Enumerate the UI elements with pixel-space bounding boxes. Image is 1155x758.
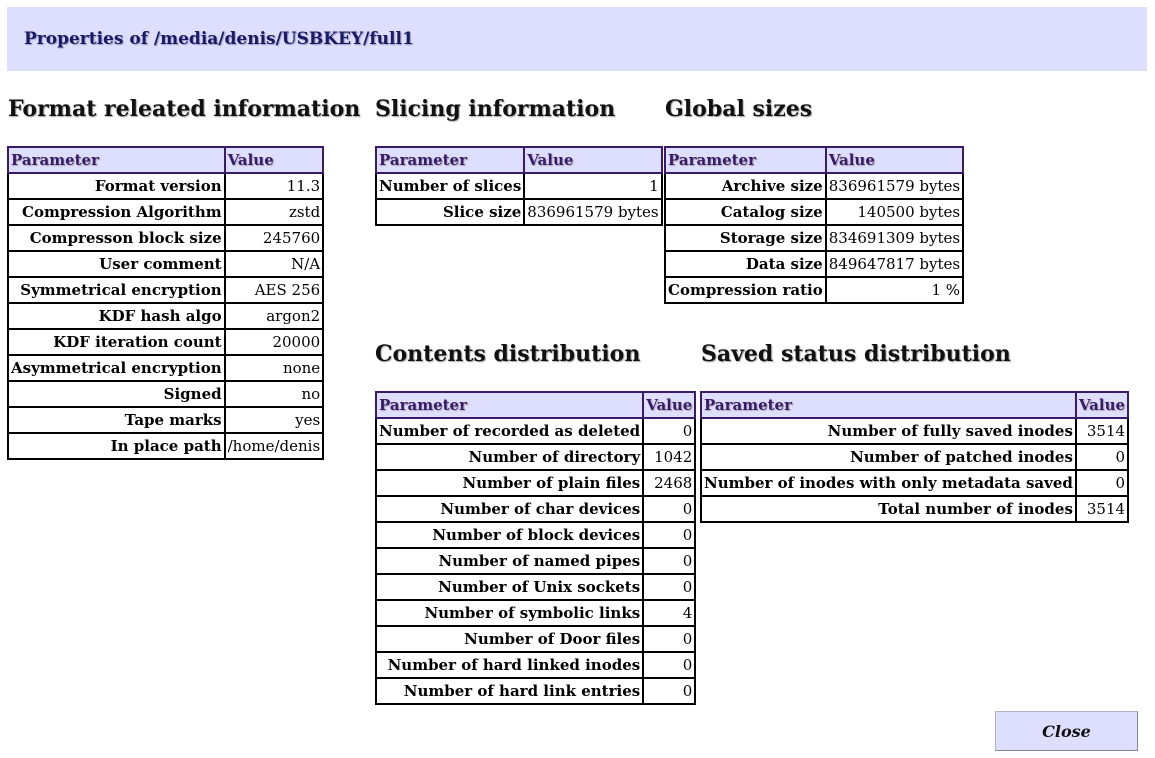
contents-table [375,391,696,705]
parameter-cell: Number of plain files [376,470,643,496]
table-row [376,548,695,574]
value-cell: 836961579 bytes [524,199,661,225]
table-row [376,522,695,548]
close-button[interactable]: Close [995,711,1138,751]
table-row [376,173,662,199]
table-row [701,444,1128,470]
parameter-cell: Number of inodes with only metadata saved [701,470,1076,496]
value-cell: 834691309 bytes [826,225,963,251]
contents-heading: Contents distribution [375,341,641,367]
parameter-cell: Number of recorded as deleted [376,418,643,444]
parameter-cell: Number of block devices [376,522,643,548]
format-section [8,95,360,123]
value-cell: none [225,355,324,381]
value-cell: 0 [643,626,695,652]
table-row [376,626,695,652]
parameter-cell: Archive size [665,173,826,199]
parameter-cell: Storage size [665,225,826,251]
slicing-table [375,146,663,226]
value-header: Value [1076,392,1128,418]
table-row [665,225,963,251]
parameter-header: Parameter [665,147,826,173]
table-row [8,199,323,225]
table-row [376,199,662,225]
table-row [376,652,695,678]
global-table [664,146,964,304]
parameter-cell: Number of Unix sockets [376,574,643,600]
value-cell: 0 [1076,444,1128,470]
table-row [8,329,323,355]
value-cell: 0 [643,652,695,678]
value-cell: 1042 [643,444,695,470]
parameter-cell: Symmetrical encryption [8,277,225,303]
parameter-cell: Number of slices [376,173,524,199]
value-cell: 849647817 bytes [826,251,963,277]
parameter-header: Parameter [701,392,1076,418]
value-cell: 0 [643,522,695,548]
parameter-cell: Number of Door files [376,626,643,652]
table-row [701,470,1128,496]
value-cell: 2468 [643,470,695,496]
parameter-cell: Catalog size [665,199,826,225]
value-cell: yes [225,407,324,433]
parameter-cell: Number of hard linked inodes [376,652,643,678]
parameter-cell: Signed [8,381,225,407]
value-cell: 0 [643,496,695,522]
parameter-cell: User comment [8,251,225,277]
saved-section [701,340,1011,368]
table-row [8,173,323,199]
parameter-cell: Number of patched inodes [701,444,1076,470]
parameter-cell: Slice size [376,199,524,225]
parameter-cell: Asymmetrical encryption [8,355,225,381]
value-cell: AES 256 [225,277,324,303]
table-row [665,199,963,225]
parameter-cell: Number of directory [376,444,643,470]
format-table [7,146,324,460]
parameter-cell: KDF hash algo [8,303,225,329]
value-cell: 0 [643,574,695,600]
table-row [376,470,695,496]
table-row [376,600,695,626]
parameter-cell: Number of char devices [376,496,643,522]
table-row [701,496,1128,522]
window-title: Properties of /media/denis/USBKEY/full1 [24,29,414,49]
value-header: Value [643,392,695,418]
value-cell: N/A [225,251,324,277]
value-cell: 11.3 [225,173,324,199]
table-row [665,251,963,277]
parameter-cell: Data size [665,251,826,277]
title-bar [7,7,1147,71]
parameter-cell: Number of fully saved inodes [701,418,1076,444]
value-header: Value [826,147,963,173]
parameter-cell: KDF iteration count [8,329,225,355]
parameter-cell: Number of named pipes [376,548,643,574]
value-cell: 1 % [826,277,963,303]
table-row [8,277,323,303]
parameter-cell: Format version [8,173,225,199]
value-cell: 0 [643,678,695,704]
slicing-section [375,95,615,123]
parameter-header: Parameter [376,147,524,173]
parameter-header: Parameter [8,147,225,173]
parameter-cell: Compression Algorithm [8,199,225,225]
value-cell: 0 [643,548,695,574]
table-row [8,433,323,459]
value-cell: 3514 [1076,418,1128,444]
parameter-cell: Compresson block size [8,225,225,251]
parameter-cell: Total number of inodes [701,496,1076,522]
value-cell: zstd [225,199,324,225]
value-cell: 140500 bytes [826,199,963,225]
value-cell: 0 [1076,470,1128,496]
saved-heading: Saved status distribution [701,341,1011,367]
value-cell: 1 [524,173,661,199]
parameter-cell: Number of symbolic links [376,600,643,626]
value-cell: 836961579 bytes [826,173,963,199]
table-row [665,173,963,199]
table-row [376,444,695,470]
value-cell: argon2 [225,303,324,329]
table-row [376,496,695,522]
parameter-cell: Compression ratio [665,277,826,303]
table-row [8,251,323,277]
table-row [8,381,323,407]
table-row [665,277,963,303]
value-header: Value [524,147,661,173]
saved-table [700,391,1129,523]
value-cell: 0 [643,418,695,444]
parameter-cell: Tape marks [8,407,225,433]
table-row [376,678,695,704]
table-row [376,574,695,600]
parameter-cell: Number of hard link entries [376,678,643,704]
contents-section [375,340,640,368]
slicing-heading: Slicing information [375,96,616,122]
table-row [8,355,323,381]
table-row [8,303,323,329]
value-cell: /home/denis [225,433,324,459]
parameter-cell: In place path [8,433,225,459]
value-cell: 3514 [1076,496,1128,522]
value-cell: 245760 [225,225,324,251]
global-heading: Global sizes [665,96,813,122]
value-header: Value [225,147,324,173]
table-row [701,418,1128,444]
table-row [8,225,323,251]
table-row [8,407,323,433]
value-cell: 20000 [225,329,324,355]
value-cell: no [225,381,324,407]
table-row [376,418,695,444]
global-section [665,95,812,123]
parameter-header: Parameter [376,392,643,418]
value-cell: 4 [643,600,695,626]
format-heading: Format releated information [8,96,361,122]
